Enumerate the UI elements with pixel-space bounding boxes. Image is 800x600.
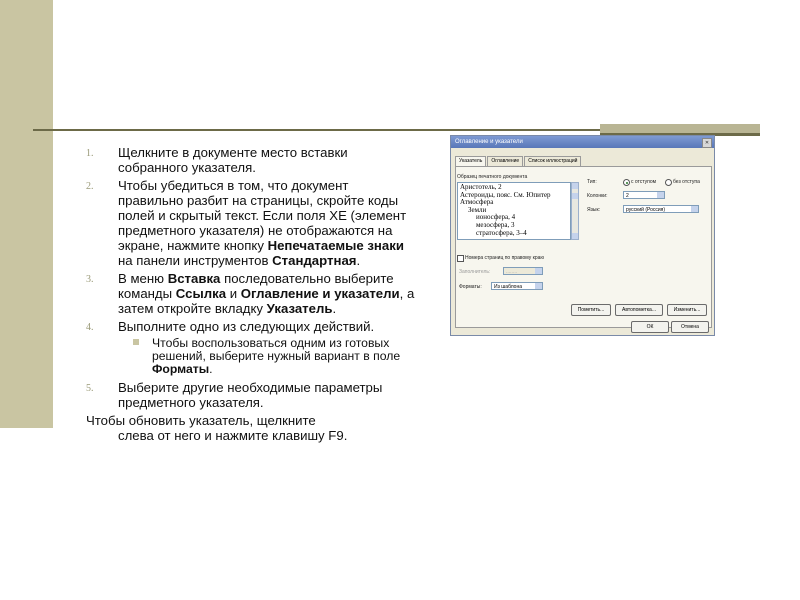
list-item-text: Чтобы убедиться в том, что документ правильно разбит на страницы, скройте коды полей и скрытый текст. Если поля XE (элемент предметного указателя) не отображаются на экране, нажмите кнопку Непечатаемые знаки на панели инструментов Стандартная. (118, 178, 407, 268)
preview-label: Образец печатного документа (457, 174, 528, 180)
list-number: 5. (86, 383, 94, 394)
title-divider-line (33, 129, 600, 131)
list-subitem (86, 337, 416, 376)
final-line-2: слева от него и нажмите клавишу F9. (118, 428, 348, 443)
automark-button[interactable]: Автопометка... (615, 304, 663, 316)
radio-indent-label: с отступом (631, 179, 657, 185)
chevron-down-icon[interactable] (535, 283, 542, 289)
list-number: 1. (86, 148, 94, 159)
tab-index[interactable]: Указатель (455, 156, 486, 167)
radio-nobreak[interactable] (665, 179, 672, 186)
dialog-tabs (455, 156, 582, 166)
radio-nobreak-label: без отступа (673, 179, 700, 185)
type-label: Тип: (587, 179, 597, 185)
filler-label: Заполнитель: (459, 269, 491, 275)
preview-line: Атмосфера (460, 198, 494, 207)
list-number: 3. (86, 274, 94, 285)
filler-select[interactable]: ........ (503, 267, 543, 275)
list-item-text: В меню Вставка последовательно выберите команды Ссылка и Оглавление и указатели, а затем откройте вкладку Указатель. (118, 271, 415, 316)
ok-button[interactable]: ОК (631, 321, 669, 333)
index-dialog-screenshot (450, 135, 715, 336)
right-accent-bar (600, 124, 760, 133)
preview-line: Астероиды, пояс. См. Юпитер (460, 190, 551, 199)
chevron-down-icon[interactable] (535, 268, 542, 274)
chevron-down-icon[interactable] (691, 206, 698, 212)
dialog-titlebar (451, 136, 714, 148)
dialog-title: Оглавление и указатели (455, 139, 523, 145)
scroll-down-icon[interactable] (572, 233, 578, 239)
modify-button[interactable]: Изменить... (667, 304, 707, 316)
preview-line: Земли (468, 205, 487, 214)
final-line-1: Чтобы обновить указатель, щелкните (86, 413, 316, 428)
preview-scrollbar[interactable] (571, 182, 579, 240)
language-select[interactable]: русский (Россия) (623, 205, 699, 213)
list-item-4 (86, 319, 416, 334)
subitem-text: Чтобы воспользоваться одним из готовых решений, выберите нужный вариант в поле Форматы. (152, 336, 401, 376)
preview-line: Аристотель, 2 (460, 183, 502, 191)
preview-line: ионосфера, 4 (476, 213, 516, 222)
list-item-text: Выполните одно из следующих действий. (118, 319, 375, 334)
radio-indent[interactable] (623, 179, 630, 186)
list-item-2 (86, 178, 416, 268)
close-icon[interactable]: ✕ (702, 138, 712, 148)
formats-select[interactable]: Из шаблона (491, 282, 543, 290)
scroll-thumb[interactable] (572, 193, 578, 199)
columns-field[interactable]: 2 (623, 191, 665, 199)
list-item-1 (86, 145, 416, 175)
list-item-5 (86, 380, 416, 410)
formats-label: Форматы: (459, 284, 482, 290)
preview-box (457, 182, 571, 240)
list-item-text: Выберите другие необходимые параметры предметного указателя. (118, 380, 383, 410)
cancel-button[interactable]: Отмена (671, 321, 709, 333)
list-number: 2. (86, 181, 94, 192)
final-paragraph (86, 413, 416, 443)
mark-button[interactable]: Пометить... (571, 304, 611, 316)
preview-line: стратосфера, 3–4 (476, 228, 527, 237)
left-accent-bar (0, 0, 53, 428)
scroll-up-icon[interactable] (572, 183, 578, 189)
list-number: 4. (86, 322, 94, 333)
align-right-checkbox[interactable] (457, 255, 464, 262)
preview-line: мезосфера, 3 (476, 220, 515, 229)
list-item-text: Щелкните в документе место вставки собранного указателя. (118, 145, 348, 175)
language-label: Язык: (587, 207, 601, 213)
align-right-label: Номера страниц по правому краю (465, 255, 545, 261)
columns-label: Колонки: (587, 193, 608, 199)
tab-toc[interactable]: Оглавление (487, 156, 523, 166)
spinner-icon[interactable] (657, 192, 664, 198)
tab-figures[interactable]: Список иллюстраций (524, 156, 581, 166)
list-item-3 (86, 271, 416, 316)
slide-body (86, 145, 416, 446)
square-bullet-icon (133, 339, 139, 345)
